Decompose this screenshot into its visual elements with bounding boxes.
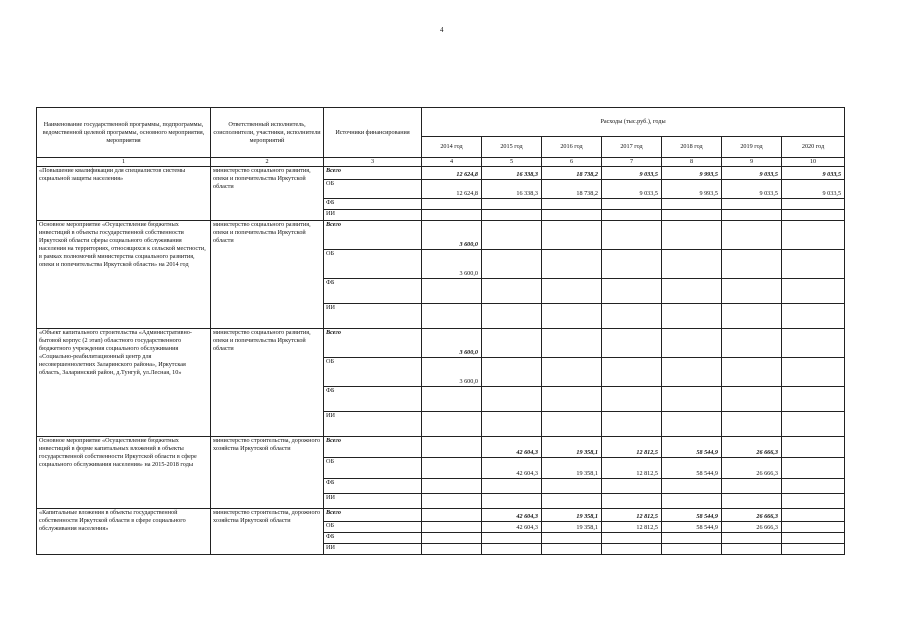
value-cell [422,494,482,509]
value-cell: 26 666,3 [722,509,782,522]
value-cell [542,210,602,221]
value-cell: 9 033,5 [722,180,782,199]
item-name: Основное мероприятие «Осуществление бюджетных инвестиций в объекты государственной собственности Иркутской области сферы социального обслуживания населения на территориях, относящихся к сельской местности, в рамках полномочий министерства социального развития, опеки и попечительства Иркутской области» на 2014 год [37,221,211,329]
value-cell [782,279,845,304]
funding-source: Всего [324,509,422,522]
value-cell [542,358,602,387]
value-cell: 18 738,2 [542,167,602,180]
value-cell [782,533,845,544]
value-cell [482,387,542,412]
item-executor: министерство социального развития, опеки и попечительства Иркутской области [211,167,324,221]
value-cell [722,199,782,210]
value-cell [542,387,602,412]
value-cell [482,329,542,358]
item-executor: министерство строительства, дорожного хозяйства Иркутской области [211,509,324,555]
value-cell [602,533,662,544]
value-cell [422,544,482,555]
table-row [37,167,845,180]
funding-source: ИИ [324,304,422,329]
header-col-number: 4 [422,158,482,167]
value-cell [422,458,482,479]
value-cell: 16 338,3 [482,180,542,199]
value-cell: 26 666,3 [722,458,782,479]
header-exec: Ответственный исполнитель, соисполнители, участники, исполнители мероприятий [211,108,324,158]
header-year: 2018 год [662,137,722,158]
value-cell [542,199,602,210]
value-cell [542,329,602,358]
header-year: 2020 год [782,137,845,158]
value-cell [602,544,662,555]
value-cell: 26 666,3 [722,437,782,458]
expenses-table [36,107,845,555]
funding-source: Всего [324,221,422,250]
value-cell [662,329,722,358]
value-cell [782,199,845,210]
funding-source: ИИ [324,210,422,221]
value-cell [782,522,845,533]
value-cell [482,494,542,509]
value-cell: 19 358,1 [542,458,602,479]
header-year: 2015 год [482,137,542,158]
value-cell [782,250,845,279]
value-cell [422,199,482,210]
value-cell [482,479,542,494]
value-cell [662,304,722,329]
funding-source: ОБ [324,458,422,479]
value-cell [602,494,662,509]
value-cell: 18 738,2 [542,180,602,199]
header-year: 2014 год [422,137,482,158]
value-cell [722,494,782,509]
value-cell [482,250,542,279]
value-cell: 9 033,5 [722,167,782,180]
header-col-number: 1 [37,158,211,167]
value-cell: 9 993,5 [662,167,722,180]
value-cell [542,544,602,555]
value-cell [482,199,542,210]
value-cell [482,279,542,304]
item-executor: министерство строительства, дорожного хозяйства Иркутской области [211,437,324,509]
value-cell [782,494,845,509]
funding-source: ФБ [324,199,422,210]
value-cell [422,533,482,544]
value-cell: 12 812,5 [602,458,662,479]
value-cell [482,412,542,437]
value-cell [722,304,782,329]
value-cell [602,279,662,304]
value-cell [482,304,542,329]
value-cell [662,358,722,387]
value-cell [722,387,782,412]
value-cell: 3 600,0 [422,250,482,279]
value-cell [662,412,722,437]
item-name: «Капитальные вложения в объекты государственной собственности Иркутской области в сфере социального обслуживания населения» [37,509,211,555]
value-cell [782,509,845,522]
value-cell: 12 624,8 [422,167,482,180]
value-cell [662,494,722,509]
value-cell [722,412,782,437]
header-expenses: Расходы (тыс.руб.), годы [422,108,845,137]
value-cell: 19 358,1 [542,437,602,458]
value-cell [662,479,722,494]
value-cell [662,533,722,544]
value-cell [782,458,845,479]
value-cell [422,304,482,329]
value-cell: 58 544,9 [662,437,722,458]
value-cell [422,279,482,304]
table-row [37,437,845,458]
value-cell [602,250,662,279]
funding-source: ФБ [324,387,422,412]
value-cell: 9 993,5 [662,180,722,199]
value-cell: 3 600,0 [422,329,482,358]
value-cell [422,387,482,412]
value-cell [722,221,782,250]
header-src: Источники финансирования [324,108,422,158]
value-cell [482,221,542,250]
value-cell [542,533,602,544]
value-cell [782,387,845,412]
header-col-number: 10 [782,158,845,167]
funding-source: ФБ [324,533,422,544]
item-name: Основное мероприятие «Осуществление бюджетных инвестиций в форме капитальных вложений в объекты государственной собственности Иркутской области в сфере социального обслуживания населения» на 2015-2018 годы [37,437,211,509]
value-cell [482,533,542,544]
value-cell [482,544,542,555]
value-cell [722,544,782,555]
funding-source: ОБ [324,180,422,199]
value-cell [542,304,602,329]
value-cell: 19 358,1 [542,509,602,522]
value-cell [602,358,662,387]
value-cell [662,279,722,304]
value-cell [662,544,722,555]
page-number: 4 [440,26,444,34]
funding-source: ФБ [324,279,422,304]
value-cell [782,479,845,494]
value-cell [542,221,602,250]
header-col-number: 9 [722,158,782,167]
item-executor: министерство социального развития, опеки и попечительства Иркутской области [211,329,324,437]
header-col-number: 6 [542,158,602,167]
value-cell [662,387,722,412]
value-cell [662,221,722,250]
value-cell [662,250,722,279]
value-cell [422,210,482,221]
value-cell: 12 812,5 [602,522,662,533]
value-cell: 12 812,5 [602,437,662,458]
value-cell: 3 600,0 [422,358,482,387]
funding-source: ОБ [324,358,422,387]
value-cell: 9 033,5 [602,167,662,180]
header-year: 2016 год [542,137,602,158]
value-cell: 58 544,9 [662,509,722,522]
value-cell [782,544,845,555]
value-cell [602,412,662,437]
funding-source: ИИ [324,494,422,509]
header-name: Наименование государственной программы, подпрограммы, ведомственной целевой программы, основного мероприятия, мероприятия [37,108,211,158]
value-cell: 16 338,3 [482,167,542,180]
funding-source: ОБ [324,522,422,533]
header-col-number: 3 [324,158,422,167]
value-cell [542,279,602,304]
value-cell [422,437,482,458]
value-cell [782,358,845,387]
value-cell: 58 544,9 [662,458,722,479]
value-cell [602,221,662,250]
value-cell [422,509,482,522]
funding-source: ИИ [324,412,422,437]
value-cell [422,479,482,494]
table-row [37,329,845,358]
value-cell [422,412,482,437]
value-cell: 9 033,5 [782,167,845,180]
table-body [37,108,845,555]
funding-source: ФБ [324,479,422,494]
header-number-row [37,158,845,167]
value-cell: 12 624,8 [422,180,482,199]
value-cell [782,210,845,221]
value-cell [422,522,482,533]
value-cell [782,437,845,458]
value-cell [542,479,602,494]
value-cell [722,279,782,304]
table-row [37,221,845,250]
value-cell: 12 812,5 [602,509,662,522]
value-cell [602,329,662,358]
value-cell [722,533,782,544]
value-cell [542,494,602,509]
value-cell [542,250,602,279]
value-cell: 19 358,1 [542,522,602,533]
header-col-number: 5 [482,158,542,167]
value-cell [482,210,542,221]
funding-source: Всего [324,329,422,358]
value-cell [602,210,662,221]
header-col-number: 8 [662,158,722,167]
value-cell [722,250,782,279]
header-col-number: 2 [211,158,324,167]
value-cell [482,358,542,387]
header-year: 2019 год [722,137,782,158]
value-cell: 9 033,5 [782,180,845,199]
value-cell [722,358,782,387]
value-cell [542,412,602,437]
value-cell [722,479,782,494]
funding-source: ОБ [324,250,422,279]
table-row [37,509,845,522]
value-cell: 26 666,3 [722,522,782,533]
header-row [37,108,845,137]
value-cell [782,304,845,329]
value-cell [602,479,662,494]
value-cell [722,329,782,358]
value-cell [782,412,845,437]
value-cell [782,221,845,250]
funding-source: Всего [324,167,422,180]
value-cell: 42 604,3 [482,458,542,479]
value-cell [662,199,722,210]
value-cell [662,210,722,221]
item-name: «Объект капитального строительства «Административно-бытовой корпус (2 этап) областного государственного бюджетного учреждения социального обслуживания «Социально-реабилитационный центр для несовершеннолетних Заларинского района», Иркутская область, Заларинский район, д.Тунгуй, ул.Лесная, 10» [37,329,211,437]
value-cell [782,329,845,358]
value-cell: 9 033,5 [602,180,662,199]
value-cell [602,387,662,412]
value-cell: 42 604,3 [482,437,542,458]
item-name: «Повышение квалификации для специалистов системы социальной защиты населения» [37,167,211,221]
value-cell [722,210,782,221]
value-cell [602,199,662,210]
value-cell [602,304,662,329]
item-executor: министерство социального развития, опеки и попечительства Иркутской области [211,221,324,329]
value-cell: 42 604,3 [482,522,542,533]
value-cell: 42 604,3 [482,509,542,522]
header-col-number: 7 [602,158,662,167]
funding-source: ИИ [324,544,422,555]
funding-source: Всего [324,437,422,458]
value-cell: 3 600,0 [422,221,482,250]
value-cell: 58 544,9 [662,522,722,533]
header-year: 2017 год [602,137,662,158]
